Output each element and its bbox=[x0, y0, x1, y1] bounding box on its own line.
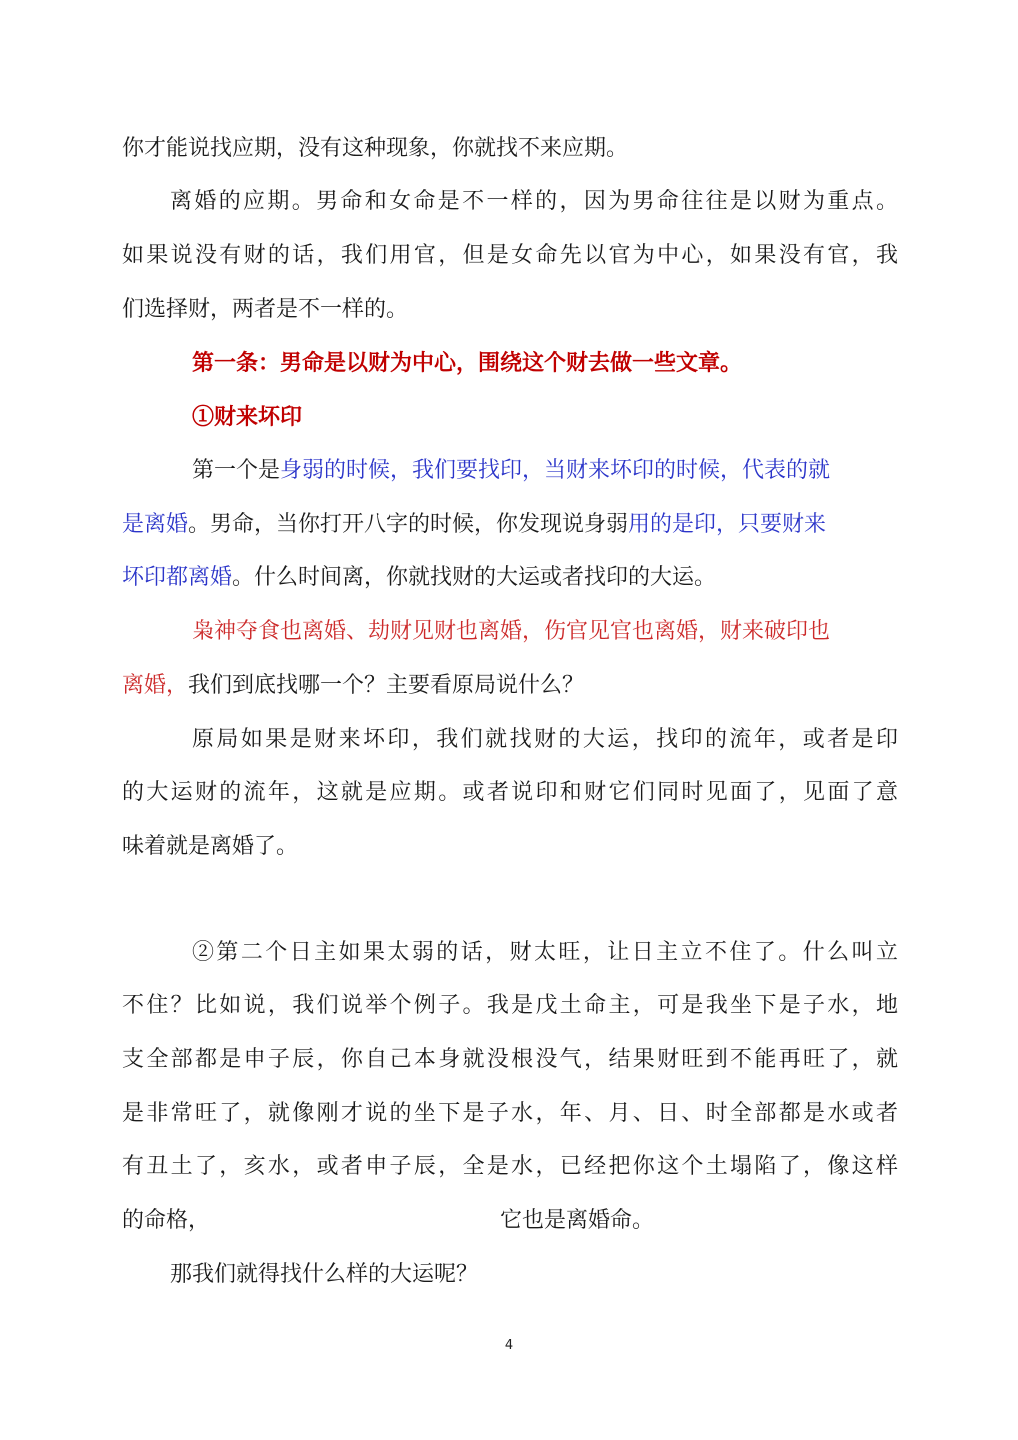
paragraph-line bbox=[122, 510, 898, 540]
paragraph-line: 原局如果是财来坏印，我们就找财的大运，找印的流年，或者是印 bbox=[192, 727, 898, 752]
red-emphasis: 离婚， bbox=[122, 673, 189, 698]
paragraph-line: 你才能说找应期，没有这种现象，你就找不来应期。 bbox=[122, 136, 629, 161]
text-span: 的命格， bbox=[122, 1208, 211, 1233]
text-span: 第一个是 bbox=[192, 458, 281, 483]
paragraph-line: 不住？比如说，我们说举个例子。我是戊土命主，可是我坐下是子水，地 bbox=[122, 993, 898, 1018]
paragraph-line: 有丑土了，亥水，或者申子辰，全是水，已经把你这个土塌陷了，像这样 bbox=[122, 1154, 898, 1179]
blue-emphasis: 坏印都离婚 bbox=[122, 565, 233, 590]
paragraph-line bbox=[122, 1206, 898, 1236]
page-number: 4 bbox=[504, 1338, 514, 1353]
blue-emphasis: 用的是印，只要财来 bbox=[628, 512, 827, 537]
paragraph-line: 味着就是离婚了。 bbox=[122, 834, 299, 859]
paragraph-line: 的大运财的流年，这就是应期。或者说印和财它们同时见面了，见面了意 bbox=[122, 780, 898, 805]
paragraph-line bbox=[122, 563, 898, 593]
red-emphasis-line: 枭神夺食也离婚、劫财见财也离婚，伤官见官也离婚，财来破印也 bbox=[192, 619, 831, 644]
text-span: 。什么时间离，你就找财的大运或者找印的大运。 bbox=[232, 565, 717, 590]
paragraph-line: ②第二个日主如果太弱的话，财太旺，让日主立不住了。什么叫立 bbox=[192, 940, 898, 965]
paragraph-line: 那我们就得找什么样的大运呢？ bbox=[170, 1262, 479, 1287]
paragraph-line: 离婚的应期。男命和女命是不一样的，因为男命往往是以财为重点。 bbox=[170, 189, 898, 214]
paragraph-line: 们选择财，两者是不一样的。 bbox=[122, 297, 409, 322]
text-span: 。男命，当你打开八字的时候，你发现说身弱 bbox=[188, 512, 629, 537]
text-span: 它也是离婚命。 bbox=[500, 1208, 655, 1233]
paragraph-line bbox=[192, 456, 898, 486]
blue-emphasis: 身弱的时候，我们要找印，当财来坏印的时候，代表的就 bbox=[280, 458, 831, 483]
paragraph-line: 是非常旺了，就像刚才说的坐下是子水，年、月、日、时全部都是水或者 bbox=[122, 1101, 898, 1126]
paragraph-line bbox=[122, 671, 898, 701]
section-heading: 第一条：男命是以财为中心，围绕这个财去做一些文章。 bbox=[192, 350, 743, 376]
subsection-heading: ①财来坏印 bbox=[192, 404, 303, 430]
blue-emphasis: 是离婚 bbox=[122, 512, 189, 537]
text-span: 我们到底找哪一个？主要看原局说什么？ bbox=[188, 673, 585, 698]
paragraph-line: 如果说没有财的话，我们用官，但是女命先以官为中心，如果没有官，我 bbox=[122, 243, 898, 268]
paragraph-line: 支全部都是申子辰，你自己本身就没根没气，结果财旺到不能再旺了，就 bbox=[122, 1047, 898, 1072]
